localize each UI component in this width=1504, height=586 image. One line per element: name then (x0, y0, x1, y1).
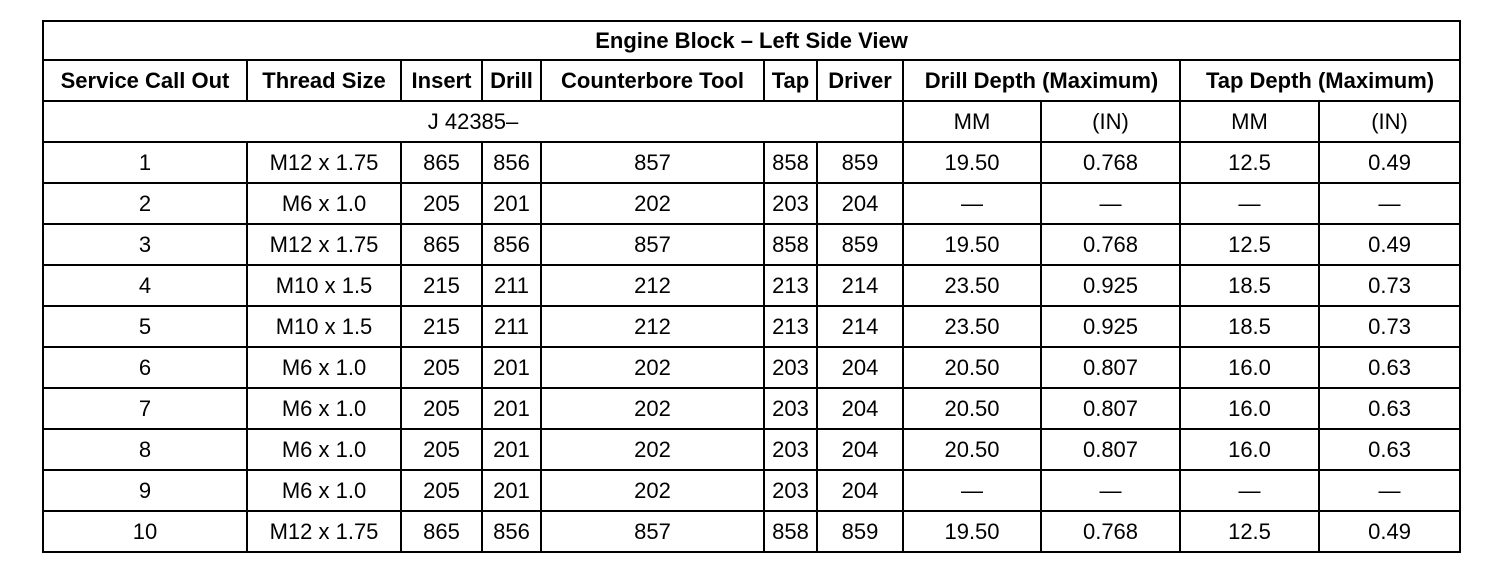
cell-tap-depth-mm: 16.0 (1180, 388, 1319, 429)
cell-insert: 215 (401, 265, 482, 306)
cell-tap-depth-in: — (1319, 183, 1460, 224)
cell-counterbore-tool: 202 (541, 347, 764, 388)
cell-service-call-out: 3 (43, 224, 247, 265)
header-counterbore-tool: Counterbore Tool (541, 60, 764, 101)
cell-drill: 201 (482, 183, 541, 224)
cell-tap-depth-in: 0.49 (1319, 142, 1460, 183)
table-row (43, 265, 1460, 306)
cell-service-call-out: 6 (43, 347, 247, 388)
header-tap-depth: Tap Depth (Maximum) (1180, 60, 1460, 101)
cell-drill-depth-mm: — (903, 470, 1041, 511)
header-tap: Tap (764, 60, 817, 101)
unit-tap-in: (IN) (1319, 101, 1460, 142)
cell-thread-size: M12 x 1.75 (247, 511, 401, 552)
cell-drill-depth-mm: 19.50 (903, 224, 1041, 265)
cell-tap-depth-mm: — (1180, 183, 1319, 224)
cell-tap-depth-mm: — (1180, 470, 1319, 511)
cell-tap-depth-in: 0.49 (1319, 511, 1460, 552)
cell-insert: 205 (401, 429, 482, 470)
cell-driver: 859 (817, 511, 903, 552)
cell-service-call-out: 1 (43, 142, 247, 183)
cell-insert: 205 (401, 470, 482, 511)
cell-tap-depth-mm: 16.0 (1180, 347, 1319, 388)
cell-driver: 204 (817, 388, 903, 429)
table-row (43, 429, 1460, 470)
cell-tap-depth-in: — (1319, 470, 1460, 511)
cell-tap: 203 (764, 183, 817, 224)
table-title: Engine Block – Left Side View (43, 21, 1460, 60)
cell-drill: 856 (482, 511, 541, 552)
cell-drill-depth-in: 0.807 (1041, 388, 1180, 429)
cell-counterbore-tool: 202 (541, 388, 764, 429)
cell-drill: 201 (482, 429, 541, 470)
cell-drill-depth-mm: 20.50 (903, 429, 1041, 470)
table-row (43, 224, 1460, 265)
cell-drill: 856 (482, 224, 541, 265)
cell-drill-depth-in: 0.925 (1041, 306, 1180, 347)
unit-tap-mm: MM (1180, 101, 1319, 142)
cell-counterbore-tool: 202 (541, 183, 764, 224)
cell-drill-depth-mm: — (903, 183, 1041, 224)
cell-tap-depth-in: 0.73 (1319, 265, 1460, 306)
cell-drill-depth-in: 0.807 (1041, 429, 1180, 470)
header-insert: Insert (401, 60, 482, 101)
cell-driver: 204 (817, 347, 903, 388)
cell-drill-depth-in: — (1041, 183, 1180, 224)
cell-insert: 865 (401, 511, 482, 552)
cell-drill: 211 (482, 306, 541, 347)
cell-tap: 203 (764, 429, 817, 470)
table-row (43, 511, 1460, 552)
cell-insert: 865 (401, 224, 482, 265)
cell-drill-depth-in: 0.925 (1041, 265, 1180, 306)
cell-drill-depth-mm: 19.50 (903, 511, 1041, 552)
cell-service-call-out: 7 (43, 388, 247, 429)
cell-drill-depth-in: 0.768 (1041, 142, 1180, 183)
cell-drill-depth-in: 0.768 (1041, 224, 1180, 265)
header-driver: Driver (817, 60, 903, 101)
table-row (43, 306, 1460, 347)
cell-driver: 204 (817, 470, 903, 511)
cell-service-call-out: 10 (43, 511, 247, 552)
cell-tap-depth-mm: 16.0 (1180, 429, 1319, 470)
cell-insert: 865 (401, 142, 482, 183)
cell-drill-depth-mm: 20.50 (903, 347, 1041, 388)
cell-tap-depth-mm: 12.5 (1180, 224, 1319, 265)
cell-tap: 858 (764, 142, 817, 183)
header-drill: Drill (482, 60, 541, 101)
cell-driver: 204 (817, 183, 903, 224)
cell-drill: 201 (482, 347, 541, 388)
table-row (43, 388, 1460, 429)
cell-tap-depth-in: 0.73 (1319, 306, 1460, 347)
unit-drill-mm: MM (903, 101, 1041, 142)
cell-counterbore-tool: 212 (541, 265, 764, 306)
cell-tap: 858 (764, 224, 817, 265)
cell-thread-size: M6 x 1.0 (247, 388, 401, 429)
table-body (43, 142, 1460, 552)
cell-tap: 213 (764, 265, 817, 306)
table-row (43, 470, 1460, 511)
cell-driver: 214 (817, 265, 903, 306)
cell-tap-depth-in: 0.63 (1319, 347, 1460, 388)
cell-service-call-out: 4 (43, 265, 247, 306)
cell-thread-size: M12 x 1.75 (247, 224, 401, 265)
cell-counterbore-tool: 202 (541, 429, 764, 470)
header-thread-size: Thread Size (247, 60, 401, 101)
cell-drill: 201 (482, 470, 541, 511)
cell-counterbore-tool: 212 (541, 306, 764, 347)
cell-tap: 858 (764, 511, 817, 552)
cell-service-call-out: 5 (43, 306, 247, 347)
cell-service-call-out: 9 (43, 470, 247, 511)
cell-counterbore-tool: 202 (541, 470, 764, 511)
cell-driver: 214 (817, 306, 903, 347)
cell-drill-depth-mm: 19.50 (903, 142, 1041, 183)
cell-thread-size: M10 x 1.5 (247, 306, 401, 347)
cell-counterbore-tool: 857 (541, 511, 764, 552)
cell-tap-depth-in: 0.49 (1319, 224, 1460, 265)
cell-drill: 201 (482, 388, 541, 429)
cell-service-call-out: 2 (43, 183, 247, 224)
header-service-call-out: Service Call Out (43, 60, 247, 101)
cell-thread-size: M10 x 1.5 (247, 265, 401, 306)
cell-drill-depth-mm: 23.50 (903, 306, 1041, 347)
cell-drill-depth-in: 0.807 (1041, 347, 1180, 388)
cell-tap-depth-mm: 18.5 (1180, 265, 1319, 306)
table-row (43, 347, 1460, 388)
cell-thread-size: M6 x 1.0 (247, 183, 401, 224)
table-row (43, 183, 1460, 224)
cell-thread-size: M6 x 1.0 (247, 429, 401, 470)
cell-drill: 856 (482, 142, 541, 183)
cell-tap-depth-in: 0.63 (1319, 388, 1460, 429)
cell-drill: 211 (482, 265, 541, 306)
cell-drill-depth-in: — (1041, 470, 1180, 511)
engine-block-spec-table (42, 20, 1461, 553)
cell-driver: 204 (817, 429, 903, 470)
cell-tap: 213 (764, 306, 817, 347)
unit-drill-in: (IN) (1041, 101, 1180, 142)
cell-tap-depth-mm: 12.5 (1180, 511, 1319, 552)
cell-counterbore-tool: 857 (541, 224, 764, 265)
cell-tap-depth-mm: 12.5 (1180, 142, 1319, 183)
cell-insert: 215 (401, 306, 482, 347)
cell-drill-depth-in: 0.768 (1041, 511, 1180, 552)
cell-driver: 859 (817, 142, 903, 183)
cell-insert: 205 (401, 183, 482, 224)
cell-counterbore-tool: 857 (541, 142, 764, 183)
cell-thread-size: M6 x 1.0 (247, 470, 401, 511)
table-row (43, 142, 1460, 183)
cell-thread-size: M12 x 1.75 (247, 142, 401, 183)
cell-insert: 205 (401, 388, 482, 429)
cell-drill-depth-mm: 20.50 (903, 388, 1041, 429)
cell-driver: 859 (817, 224, 903, 265)
cell-tap: 203 (764, 347, 817, 388)
cell-service-call-out: 8 (43, 429, 247, 470)
tool-number-prefix: J 42385– (43, 101, 903, 142)
cell-thread-size: M6 x 1.0 (247, 347, 401, 388)
cell-insert: 205 (401, 347, 482, 388)
cell-tap-depth-in: 0.63 (1319, 429, 1460, 470)
cell-tap: 203 (764, 388, 817, 429)
cell-tap: 203 (764, 470, 817, 511)
cell-tap-depth-mm: 18.5 (1180, 306, 1319, 347)
cell-drill-depth-mm: 23.50 (903, 265, 1041, 306)
header-drill-depth: Drill Depth (Maximum) (903, 60, 1180, 101)
